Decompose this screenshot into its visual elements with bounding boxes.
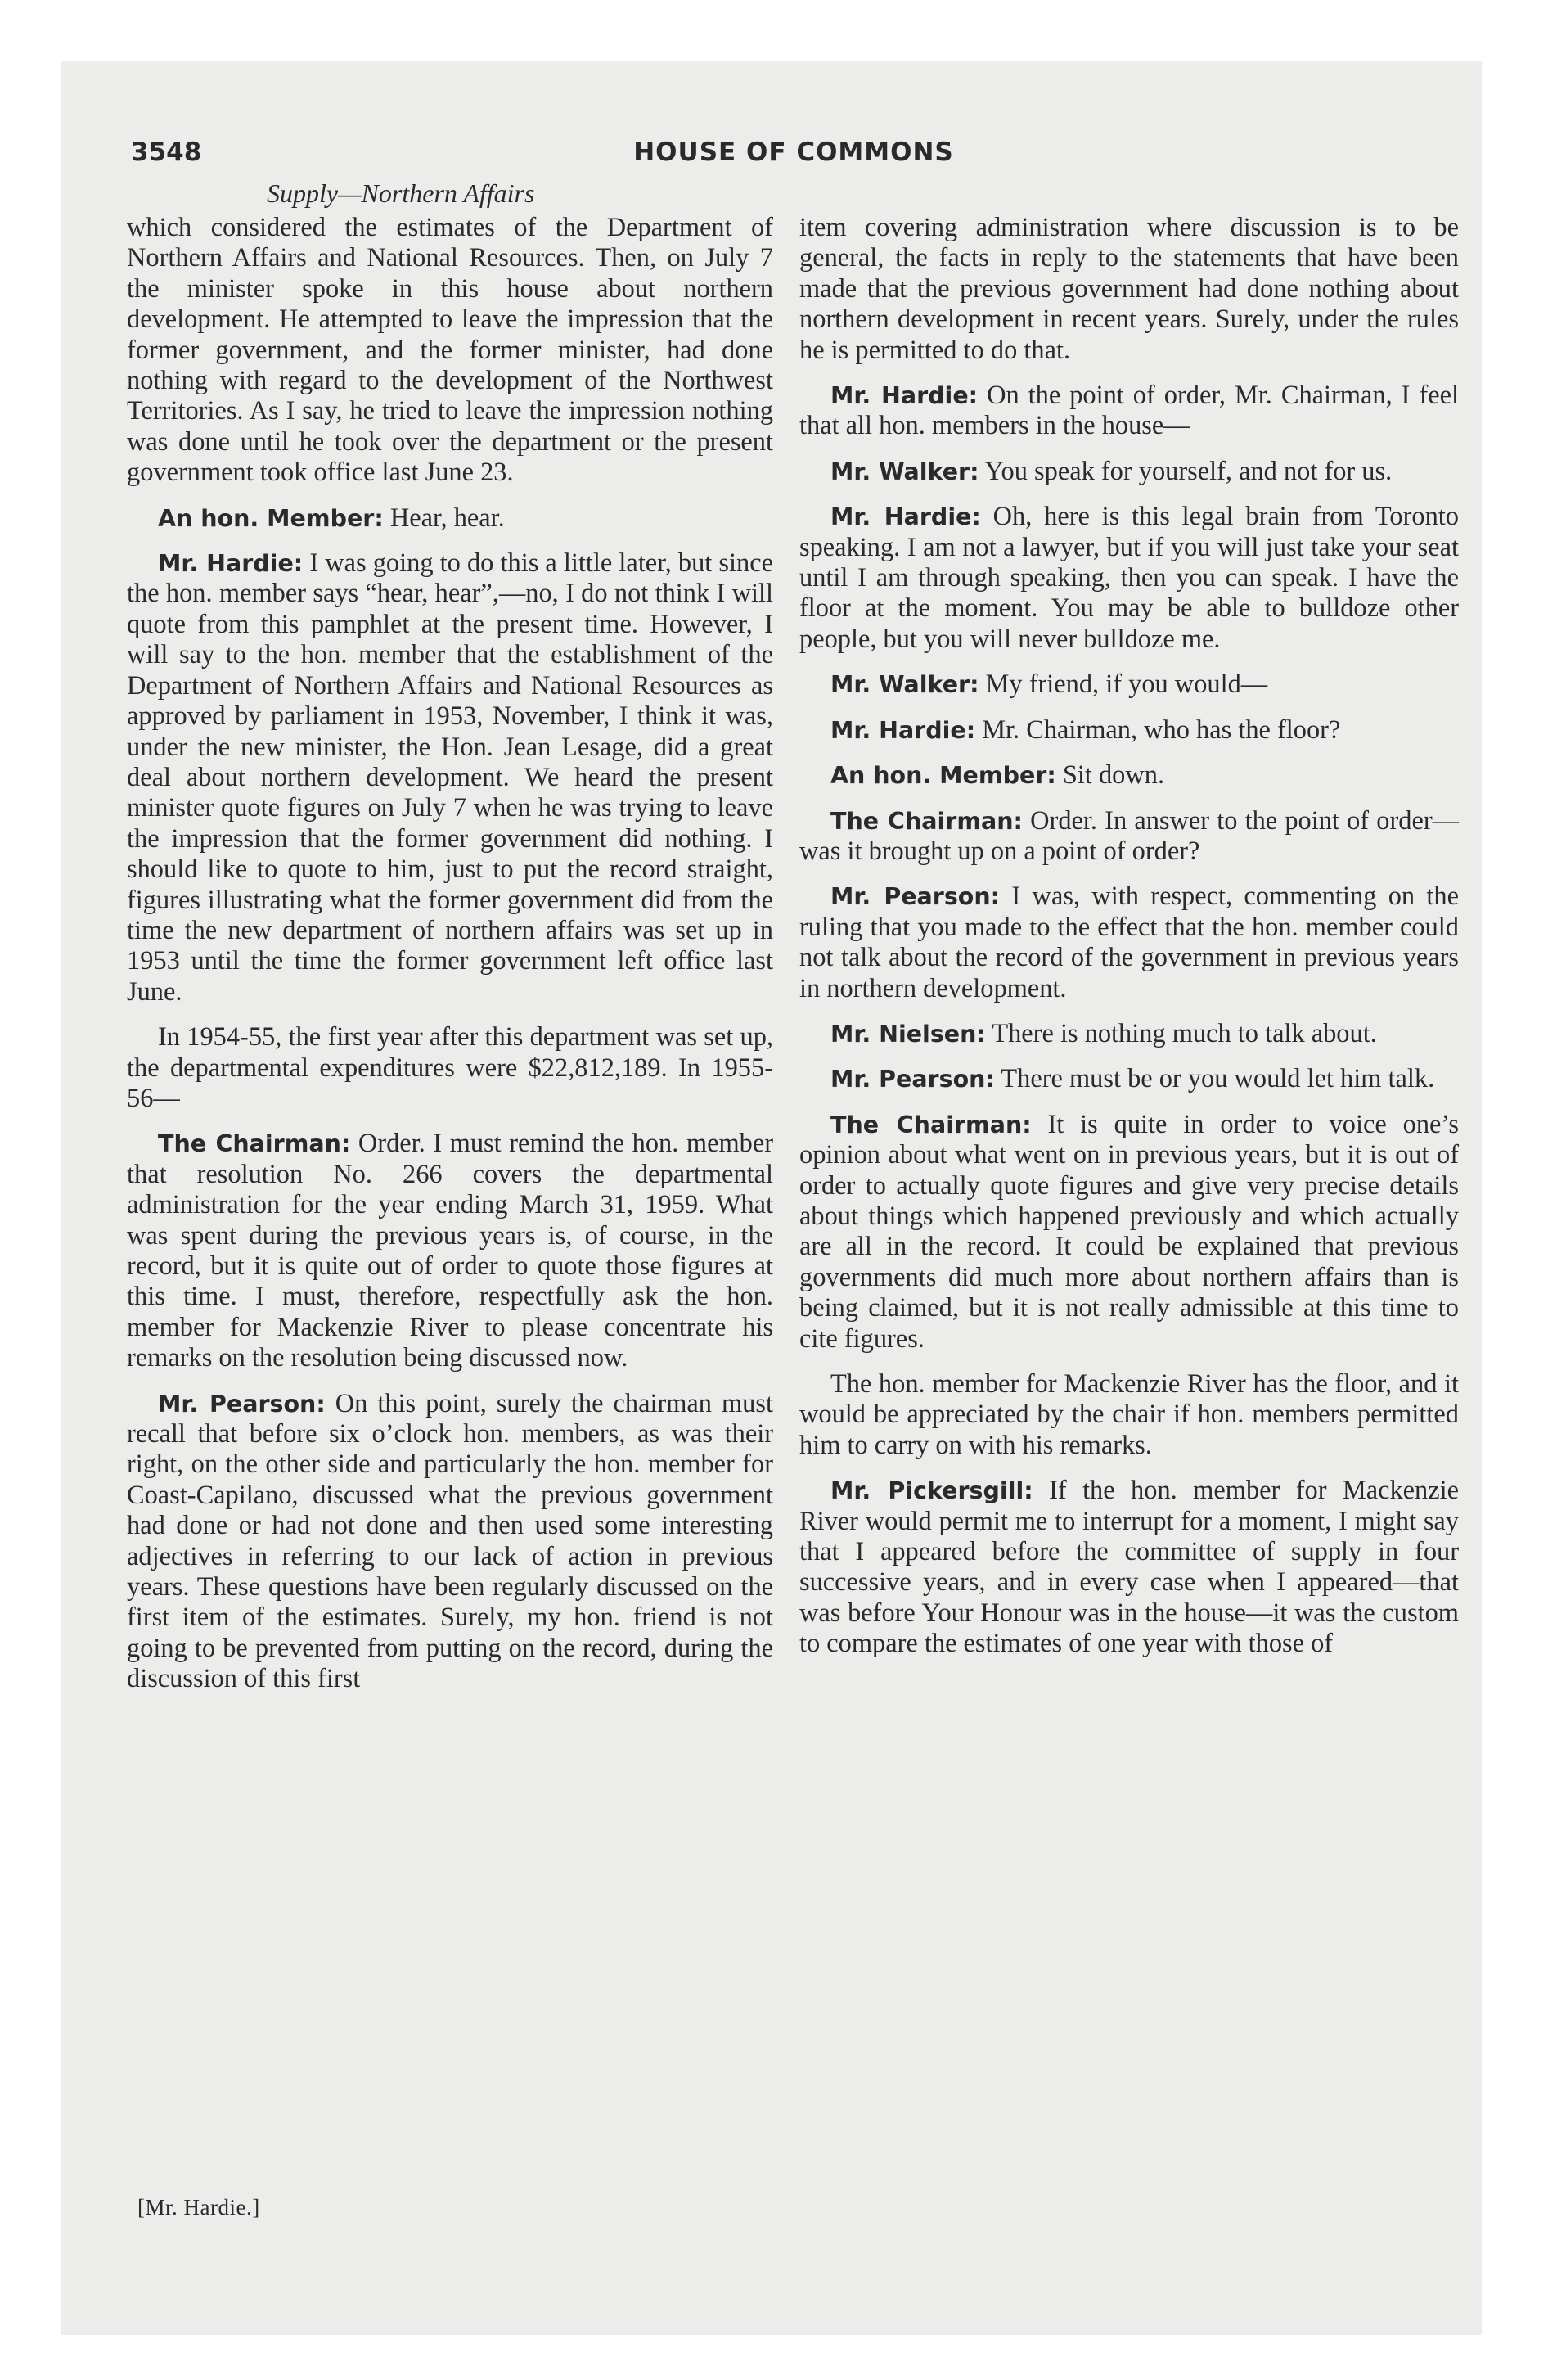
paragraph [799, 1369, 1459, 1461]
speaker-label: Mr. Hardie: [158, 550, 304, 578]
paragraph-text: On this point, surely the chairman must recall that before six o’clock hon. members, as was their right, on the other side and particularly the hon. member for Coast-Capilano, discussed what the previous government had done or had not done and then used some interesting adjectives in referring to our lack of action in previous years. These questions have been regularly discussed on the first item of the estimates. Surely, my hon. friend is not going to be prevented from putting on the record, during the discussion of this first [127, 1388, 773, 1694]
paragraph-text: Hear, hear. [389, 503, 505, 533]
paragraph [799, 213, 1459, 366]
paragraph-text: item covering administration where discussion is to be general, the facts in reply to the statements that have been made that the previous government had done nothing about northern development in recent years. Surely, under the rules he is permitted to do that. [799, 213, 1459, 365]
section-title: Supply—Northern Affairs [267, 178, 535, 208]
paragraph-text: On the point of order, Mr. Chairman, I feel that all hon. members in the house— [799, 381, 1459, 441]
speaker-label: The Chairman: [158, 1130, 351, 1158]
speaker-label: Mr. Hardie: [830, 503, 981, 531]
left-column [127, 213, 773, 1710]
running-title: HOUSE OF COMMONS [633, 137, 954, 167]
speaker-label: The Chairman: [830, 1111, 1032, 1138]
paragraph [799, 715, 1459, 746]
paragraph-text: I was going to do this a little later, but since the hon. member says “hear, hear”,—no, I do not think I will quote from this pamphlet at the present time. However, I will say to the hon. member that the establishment of the Department of Northern Affairs and National Resources as approved by parliament in 1953, November, I think it was, under the new minister, the Hon. Jean Lesage, did a great deal about northern development. We heard the present minister quote figures on July 7 when he was trying to leave the impression that the former government did nothing. I should like to quote to him, just to put the record straight, figures illustrating what the former government did from the time the new department of northern affairs was set up in 1953 until the time the former government left office last June. [127, 548, 773, 1007]
speaker-label: Mr. Walker: [830, 458, 979, 485]
paragraph-text: There must be or you would let him talk. [1001, 1064, 1435, 1094]
speaker-label: Mr. Hardie: [830, 716, 976, 744]
speaker-label: Mr. Pearson: [830, 1066, 995, 1093]
paragraph [799, 1064, 1459, 1094]
speaker-label: Mr. Pearson: [158, 1390, 326, 1418]
paragraph-text: If the hon. member for Mackenzie River would permit me to interrupt for a moment, I might say that I appeared before the committee of supply in four successive years, and in every case when I appeared—that was before Your Honour was in the house—it was the custom to compare the estimates of one year with those of [799, 1476, 1459, 1659]
paragraph [127, 1129, 773, 1373]
speaker-label: Mr. Pearson: [830, 883, 1001, 911]
paragraph-text: which considered the estimates of the Department of Northern Affairs and National Resources. Then, on July 7 the minister spoke in this house about northern development. He attempted to leave the impression that the former government, and the former minister, had done nothing with regard to the development of the Northwest Territories. As I say, he tried to leave the impression nothing was done until he took over the department or the present government took office last June 23. [127, 213, 773, 488]
paragraph-text: Oh, here is this legal brain from Toronto speaking. I am not a lawyer, but if you will just take your seat until I am through speaking, then you can speak. I have the floor at the moment. You may be able to bulldoze other people, but you will never bulldoze me. [799, 502, 1459, 654]
paragraph-text: My friend, if you would— [985, 669, 1268, 700]
paragraph [799, 1476, 1459, 1659]
paragraph-text: The hon. member for Mackenzie River has the floor, and it would be appreciated by the chair if hon. members permitted him to carry on with his remarks. [799, 1369, 1459, 1460]
paragraph [799, 760, 1459, 791]
paragraph [127, 503, 773, 534]
speaker-label: Mr. Nielsen: [830, 1020, 986, 1048]
paragraph [127, 1389, 773, 1695]
paragraph [799, 669, 1459, 700]
paragraph-text: I was, with respect, commenting on the ruling that you made to the effect that the hon. member could not talk about the record of the government in previous years in northern development. [799, 881, 1459, 1003]
speaker-label: Mr. Walker: [830, 671, 979, 699]
paragraph [127, 213, 773, 489]
paragraph [799, 457, 1459, 487]
speaker-footer: [Mr. Hardie.] [137, 2195, 260, 2220]
paragraph [799, 1019, 1459, 1049]
page-number: 3548 [131, 137, 202, 167]
paragraph [799, 381, 1459, 442]
paragraph-text: There is nothing much to talk about. [992, 1018, 1377, 1048]
paragraph [799, 806, 1459, 868]
speaker-label: An hon. Member: [158, 504, 384, 532]
paragraph-text: Order. In answer to the point of order—was it brought up on a point of order? [799, 805, 1460, 866]
speaker-label: Mr. Hardie: [830, 382, 979, 410]
paragraph [799, 881, 1459, 1004]
paragraph-text: It is quite in order to voice one’s opinion about what went on in previous years, but it is out of order to actually quote figures and give very precise details about things which happened previously and which actually are all in the record. It could be explained that previous governments did much more about northern affairs than is being claimed, but it is not really admissible at this time to cite figures. [799, 1109, 1459, 1354]
paragraph [127, 548, 773, 1007]
paragraph-text: Order. I must remind the hon. member that resolution No. 266 covers the departmental administration for the year ending March 31, 1959. What was spent during the previous years is, of course, in the record, but it is quite out of order to quote those figures at this time. I must, therefore, respectfully ask the hon. member for Mackenzie River to please concentrate his remarks on the resolution being discussed now. [127, 1129, 773, 1373]
paragraph [799, 1110, 1459, 1355]
page-header [131, 137, 1456, 178]
right-column [799, 213, 1459, 1675]
paragraph-text: Mr. Chairman, who has the floor? [982, 714, 1341, 745]
speaker-label: Mr. Pickersgill: [830, 1477, 1033, 1505]
speaker-label: An hon. Member: [830, 762, 1056, 790]
paragraph-text: In 1954-55, the first year after this department was set up, the departmental expenditures were $22,812,189. In 1955-56— [127, 1022, 773, 1113]
paragraph [127, 1022, 773, 1114]
paragraph-text: Sit down. [1062, 760, 1165, 791]
speaker-label: The Chairman: [830, 807, 1023, 835]
paragraph-text: You speak for yourself, and not for us. [984, 456, 1393, 486]
paragraph [799, 502, 1459, 655]
